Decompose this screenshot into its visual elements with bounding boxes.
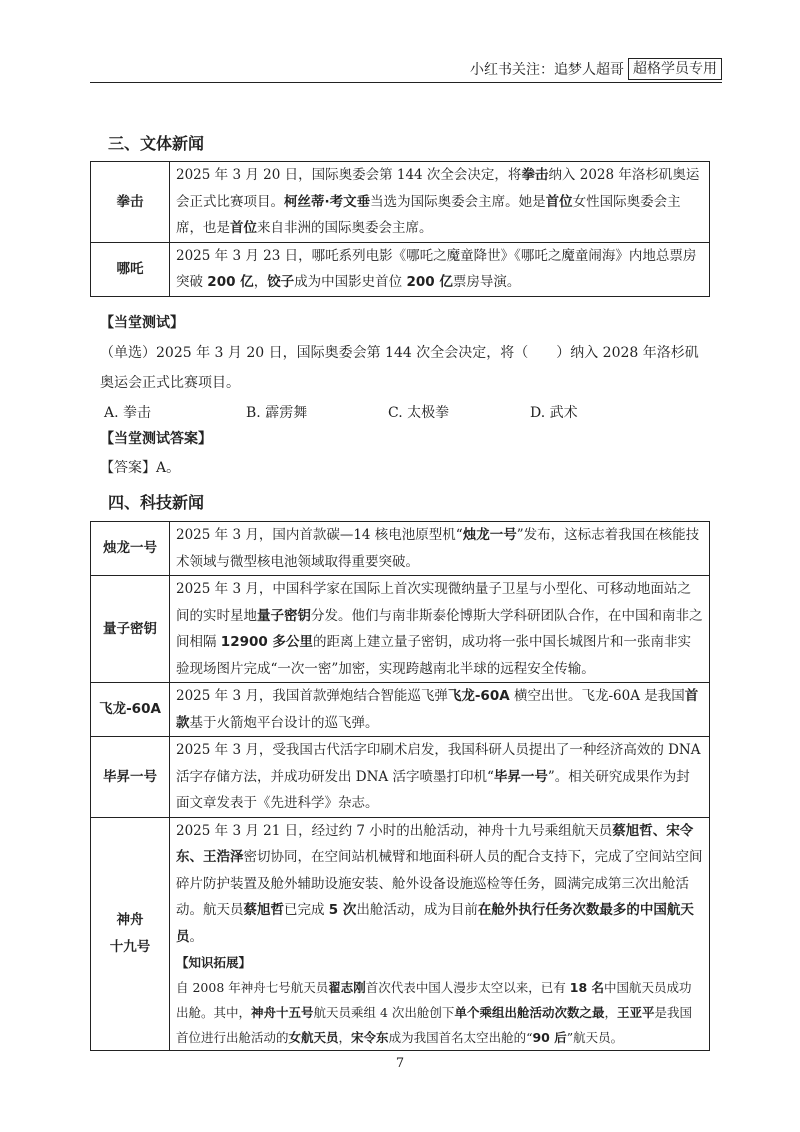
row-key: 毕昇一号 — [91, 737, 170, 818]
quiz-label: 【当堂测试】 — [100, 315, 184, 331]
row-key: 哪吒 — [91, 242, 170, 296]
knowledge-extension-label: 【知识拓展】 — [176, 955, 252, 970]
row-content — [170, 817, 710, 1051]
knowledge-extension-text: 自 2008 年神舟七号航天员翟志刚首次代表中国人漫步太空以来，已有 18 名中国航天员成功出舱。其中，神舟十五号航天员乘组 4 次出舱创下单个乘组出舱活动次数之最，王亚平是我国首位进行出舱活动的女航天员，宋令东成为我国首名太空出舱的“90 后”航天员。 — [176, 980, 692, 1045]
quiz-option: A. 拳击 — [104, 405, 152, 421]
row-content: 2025 年 3 月 23 日，哪吒系列电影《哪吒之魔童降世》《哪吒之魔童闹海》内地总票房突破 200 亿，饺子成为中国影史首位 200 亿票房导演。 — [170, 242, 710, 296]
table-row — [91, 576, 710, 683]
row-key: 神舟 十九号 — [91, 817, 170, 1051]
quiz-answer-label: 【当堂测试答案】 — [100, 431, 212, 447]
quiz-answer: 【答案】A。 — [100, 460, 181, 476]
header-divider — [90, 82, 722, 83]
page-header — [470, 58, 722, 80]
row-key: 拳击 — [91, 162, 170, 243]
tech-news-table — [90, 521, 710, 1051]
shenzhou-main-text: 2025 年 3 月 21 日，经过约 7 小时的出舱活动，神舟十九号乘组航天员蔡旭哲、宋令东、王浩泽密切协同，在空间站机械臂和地面科研人员的配合支持下，完成了空间站空间碎片防护装置及舱外辅助设施安装、舱外设备设施巡检等任务，圆满完成第三次出舱活动。航天员蔡旭哲已完成 5 次出舱活动，成为目前在舱外执行任务次数最多的中国航天员。 — [176, 822, 703, 945]
quiz-option: B. 霹雳舞 — [246, 405, 308, 421]
quiz-option: D. 武术 — [530, 405, 578, 421]
row-content: 2025 年 3 月，我国首款弹炮结合智能巡飞弹飞龙-60A 横空出世。飞龙-60A 是我国首款基于火箭炮平台设计的巡飞弹。 — [170, 683, 710, 737]
page-number: 7 — [395, 1056, 405, 1071]
table-row — [91, 162, 710, 243]
section-title-tech: 四、科技新闻 — [108, 493, 205, 512]
table-row — [91, 522, 710, 576]
table-row — [91, 242, 710, 296]
table-row — [91, 817, 710, 1051]
header-text: 小红书关注：追梦人超哥 — [470, 62, 624, 78]
row-content: 2025 年 3 月，中国科学家在国际上首次实现微纳量子卫星与小型化、可移动地面站之间的实时星地量子密钥分发。他们与南非斯泰伦博斯大学科研团队合作，在中国和南非之间相隔 12900 多公里的距离上建立量子密钥，成功将一张中国长城图片和一张南非实验现场图片完成“一次一密”加密，实现跨越南北半球的远程安全传输。 — [170, 576, 710, 683]
row-key: 飞龙-60A — [91, 683, 170, 737]
row-key: 量子密钥 — [91, 576, 170, 683]
sports-news-table — [90, 161, 710, 297]
quiz-question: （单选）2025 年 3 月 20 日，国际奥委会第 144 次全会决定，将（ ）纳入 2028 年洛杉矶奥运会正式比赛项目。 — [100, 345, 699, 391]
header-badge: 超格学员专用 — [628, 58, 722, 80]
row-content: 2025 年 3 月，国内首款碳—14 核电池原型机“烛龙一号”发布，这标志着我国在核能技术领域与微型核电池领域取得重要突破。 — [170, 522, 710, 576]
quiz-options — [104, 402, 704, 422]
quiz-option: C. 太极拳 — [388, 405, 450, 421]
row-content: 2025 年 3 月 20 日，国际奥委会第 144 次全会决定，将拳击纳入 2028 年洛杉矶奥运会正式比赛项目。柯丝蒂·考文垂当选为国际奥委会主席。她是首位女性国际奥委会主席，也是首位来自非洲的国际奥委会主席。 — [170, 162, 710, 243]
section-title-sports: 三、文体新闻 — [108, 134, 205, 153]
table-row — [91, 737, 710, 818]
table-row — [91, 683, 710, 737]
row-key: 烛龙一号 — [91, 522, 170, 576]
row-content: 2025 年 3 月，受我国古代活字印刷术启发，我国科研人员提出了一种经济高效的 DNA 活字存储方法，并成功研发出 DNA 活字喷墨打印机“毕昇一号”。相关研究成果作为封面文章发表于《先进科学》杂志。 — [170, 737, 710, 818]
